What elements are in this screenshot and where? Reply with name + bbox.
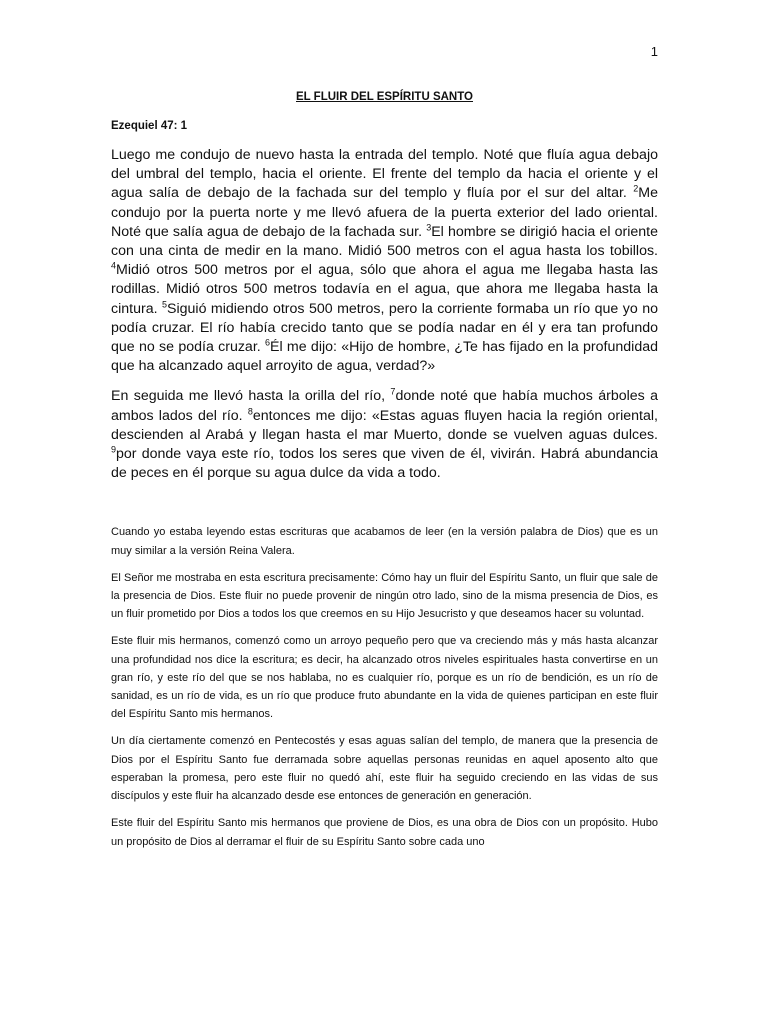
verse-number: 6	[265, 337, 271, 348]
page-number: 1	[650, 44, 658, 59]
document-title: EL FLUIR DEL ESPÍRITU SANTO	[296, 91, 473, 103]
verse-text: donde noté que había muchos árboles a ambos lados del río.	[111, 388, 658, 424]
verse-number: 2	[633, 183, 639, 194]
commentary-paragraph-4: Un día ciertamente comenzó en Pentecostés y esas aguas salían del templo, de manera que la presencia de Dios por el Espíritu Santo fue derramada sobre aquellas personas reunidas en aquel aposento alto que esperaban la promesa, pero este fluir no quedó ahí, este fluir ha seguido creciendo en las vidas de sus discípulos y este fluir ha alcanzado desde ese entonces de generación en generación.	[111, 735, 658, 803]
document-body	[111, 90, 658, 851]
commentary-paragraph-2: El Señor me mostraba en esta escritura precisamente: Cómo hay un fluir del Espíritu Santo, un fluir que sale de la presencia de Dios. Este fluir no puede provenir de ningún otro lado, sino de la misma presencia de Dios, es un fluir prometido por Dios a todos los que creemos en su Hijo Jesucristo y que deseamos hacer su voluntad.	[111, 571, 658, 621]
verse-text: En seguida me llevó hasta la orilla del río,	[111, 388, 391, 405]
scripture-paragraph-1	[111, 146, 658, 376]
verse-text: Midió otros 500 metros por el agua, sólo que ahora el agua me llegaba hasta las rodillas. Midió otros 500 metros todavía en el agua, que ahora me llegaba hasta la cintura.	[111, 262, 658, 317]
verse-number: 4	[111, 260, 117, 271]
commentary-paragraph-5: Este fluir del Espíritu Santo mis hermanos que proviene de Dios, es una obra de Dios con un propósito. Hubo un propósito de Dios al derramar el fluir de su Espíritu Santo sobre cada uno	[111, 817, 658, 848]
commentary-paragraph-3: Este fluir mis hermanos, comenzó como un arroyo pequeño pero que va creciendo más y más hasta alcanzar una profundidad nos dice la escritura; es decir, ha alcanzado otros niveles espirituales hasta convertirse en un gran río, y este río del que se nos hablaba, no es cualquier río, porque es un río de bendición, es un río de sanidad, es un río de vida, es un río que produce fruto abundante en la vida de quienes participan en este fluir del Espíritu Santo mis hermanos.	[111, 635, 658, 721]
scripture-paragraph-2	[111, 387, 658, 483]
scripture-reference: Ezequiel 47: 1	[111, 120, 188, 132]
verse-text: Él me dijo: «Hijo de hombre, ¿Te has fijado en la profundidad que ha alcanzado aquel arroyito de agua, verdad?»	[111, 339, 658, 375]
verse-text: entonces me dijo: «Estas aguas fluyen hacia la región oriental, descienden al Arabá y llegan hasta el mar Muerto, donde se vuelven aguas dulces.	[111, 407, 658, 443]
verse-number: 5	[162, 298, 168, 309]
verse-number: 8	[247, 405, 253, 416]
verse-text: Me condujo por la puerta norte y me llevó afuera de la puerta exterior del lado oriental. Noté que salía agua de debajo de la fachada sur.	[111, 185, 658, 240]
commentary-paragraph-1: Cuando yo estaba leyendo estas escrituras que acabamos de leer (en la versión palabra de Dios) que es un muy similar a la versión Reina Valera.	[111, 526, 658, 557]
verse-number: 3	[426, 222, 432, 233]
verse-text: Siguió midiendo otros 500 metros, pero la corriente formaba un río que yo no podía cruzar. El río había crecido tanto que se podía nadar en él y era tan profundo que no se podía cruzar.	[111, 300, 659, 356]
verse-text: El hombre se dirigió hacia el oriente con una cinta de medir en la mano. Midió 500 metros con el agua hasta los tobillos.	[111, 223, 658, 260]
verse-number: 7	[390, 386, 396, 397]
verse-text: Luego me condujo de nuevo hasta la entrada del templo. Noté que fluía agua debajo del umbral del templo, hacia el oriente. El frente del templo da hacia el oriente y el agua salía de debajo de la fachada sur del templo y fluía por el sur del altar.	[111, 147, 658, 202]
verse-number: 9	[111, 444, 117, 455]
verse-text: por donde vaya este río, todos los seres que viven de él, vivirán. Habrá abundancia de peces en él porque su agua dulce da vida a todo.	[111, 446, 658, 482]
